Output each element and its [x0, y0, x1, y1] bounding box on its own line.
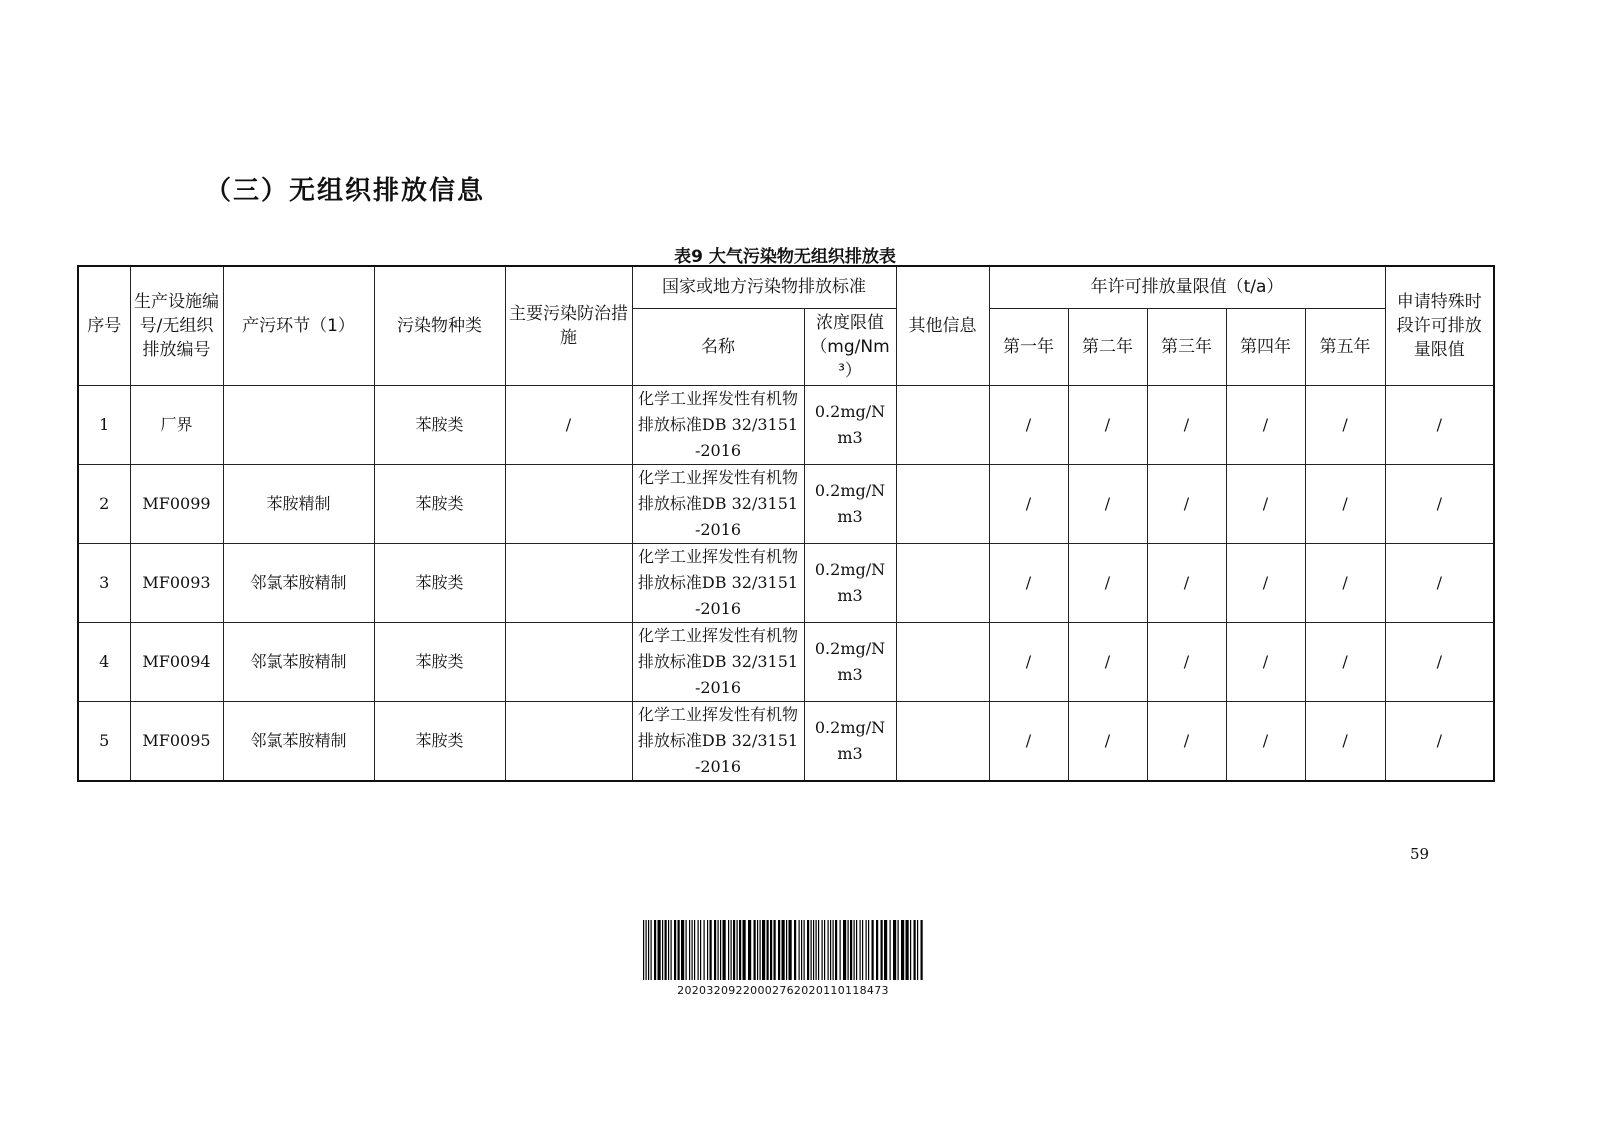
- cell-seq: 3: [78, 543, 130, 622]
- header-process: 产污环节（1）: [223, 266, 374, 385]
- cell-other: [896, 385, 989, 464]
- cell-seq: 1: [78, 385, 130, 464]
- cell-concentration: 0.2mg/Nm3: [804, 543, 896, 622]
- cell-process: 苯胺精制: [223, 464, 374, 543]
- cell-concentration: 0.2mg/Nm3: [804, 622, 896, 701]
- cell-concentration: 0.2mg/Nm3: [804, 385, 896, 464]
- cell-facility-id: MF0099: [130, 464, 223, 543]
- cell-special: /: [1385, 543, 1494, 622]
- table-caption: 表9 大气污染物无组织排放表: [674, 247, 896, 267]
- cell-year3: /: [1147, 543, 1226, 622]
- cell-control: /: [505, 385, 632, 464]
- header-year5: 第五年: [1305, 308, 1385, 385]
- cell-year2: /: [1068, 385, 1147, 464]
- cell-seq: 2: [78, 464, 130, 543]
- cell-pollutant: 苯胺类: [374, 622, 505, 701]
- cell-seq: 5: [78, 701, 130, 781]
- barcode: [643, 920, 923, 980]
- cell-control: [505, 701, 632, 781]
- cell-special: /: [1385, 622, 1494, 701]
- cell-standard-name: 化学工业挥发性有机物排放标准DB 32/3151-2016: [632, 385, 804, 464]
- table-row: [78, 543, 1494, 622]
- cell-year5: /: [1305, 701, 1385, 781]
- cell-standard-name: 化学工业挥发性有机物排放标准DB 32/3151-2016: [632, 543, 804, 622]
- section-title: （三）无组织排放信息: [205, 176, 486, 206]
- cell-year2: /: [1068, 701, 1147, 781]
- cell-year1: /: [989, 701, 1068, 781]
- barcode-number: 20203209220002762020110118473: [677, 984, 889, 997]
- cell-pollutant: 苯胺类: [374, 385, 505, 464]
- cell-standard-name: 化学工业挥发性有机物排放标准DB 32/3151-2016: [632, 701, 804, 781]
- cell-control: [505, 622, 632, 701]
- cell-process: 邻氯苯胺精制: [223, 543, 374, 622]
- cell-control: [505, 543, 632, 622]
- cell-year2: /: [1068, 543, 1147, 622]
- cell-year3: /: [1147, 622, 1226, 701]
- cell-year1: /: [989, 464, 1068, 543]
- header-special: 申请特殊时段许可排放量限值: [1385, 266, 1494, 385]
- header-annual-group: 年许可排放量限值（t/a）: [989, 266, 1385, 308]
- cell-standard-name: 化学工业挥发性有机物排放标准DB 32/3151-2016: [632, 622, 804, 701]
- cell-year5: /: [1305, 385, 1385, 464]
- cell-pollutant: 苯胺类: [374, 464, 505, 543]
- cell-year1: /: [989, 622, 1068, 701]
- emission-table: [77, 265, 1495, 782]
- header-year1: 第一年: [989, 308, 1068, 385]
- header-year4: 第四年: [1226, 308, 1305, 385]
- cell-other: [896, 464, 989, 543]
- cell-year2: /: [1068, 622, 1147, 701]
- cell-facility-id: MF0093: [130, 543, 223, 622]
- cell-other: [896, 622, 989, 701]
- cell-pollutant: 苯胺类: [374, 543, 505, 622]
- cell-concentration: 0.2mg/Nm3: [804, 464, 896, 543]
- cell-seq: 4: [78, 622, 130, 701]
- cell-year4: /: [1226, 622, 1305, 701]
- cell-special: /: [1385, 385, 1494, 464]
- cell-process: [223, 385, 374, 464]
- cell-other: [896, 701, 989, 781]
- header-standard-group: 国家或地方污染物排放标准: [632, 266, 896, 308]
- cell-special: /: [1385, 701, 1494, 781]
- cell-special: /: [1385, 464, 1494, 543]
- cell-year3: /: [1147, 701, 1226, 781]
- header-year2: 第二年: [1068, 308, 1147, 385]
- cell-year4: /: [1226, 543, 1305, 622]
- cell-year4: /: [1226, 464, 1305, 543]
- table-row: [78, 464, 1494, 543]
- cell-control: [505, 464, 632, 543]
- header-facility-id: 生产设施编号/无组织排放编号: [130, 266, 223, 385]
- cell-other: [896, 543, 989, 622]
- table-row: [78, 701, 1494, 781]
- cell-year3: /: [1147, 385, 1226, 464]
- cell-process: 邻氯苯胺精制: [223, 701, 374, 781]
- cell-facility-id: 厂界: [130, 385, 223, 464]
- cell-year5: /: [1305, 622, 1385, 701]
- cell-year3: /: [1147, 464, 1226, 543]
- header-other: 其他信息: [896, 266, 989, 385]
- cell-concentration: 0.2mg/Nm3: [804, 701, 896, 781]
- cell-pollutant: 苯胺类: [374, 701, 505, 781]
- header-year3: 第三年: [1147, 308, 1226, 385]
- table-row: [78, 385, 1494, 464]
- cell-process: 邻氯苯胺精制: [223, 622, 374, 701]
- header-control: 主要污染防治措施: [505, 266, 632, 385]
- cell-year2: /: [1068, 464, 1147, 543]
- cell-year5: /: [1305, 464, 1385, 543]
- table-row: [78, 622, 1494, 701]
- header-standard-name: 名称: [632, 308, 804, 385]
- cell-facility-id: MF0094: [130, 622, 223, 701]
- header-pollutant: 污染物种类: [374, 266, 505, 385]
- header-seq: 序号: [78, 266, 130, 385]
- cell-facility-id: MF0095: [130, 701, 223, 781]
- cell-year4: /: [1226, 701, 1305, 781]
- cell-year5: /: [1305, 543, 1385, 622]
- cell-standard-name: 化学工业挥发性有机物排放标准DB 32/3151-2016: [632, 464, 804, 543]
- cell-year4: /: [1226, 385, 1305, 464]
- page-number: 59: [1410, 845, 1430, 863]
- header-concentration: 浓度限值（mg/Nm³）: [804, 308, 896, 385]
- cell-year1: /: [989, 543, 1068, 622]
- cell-year1: /: [989, 385, 1068, 464]
